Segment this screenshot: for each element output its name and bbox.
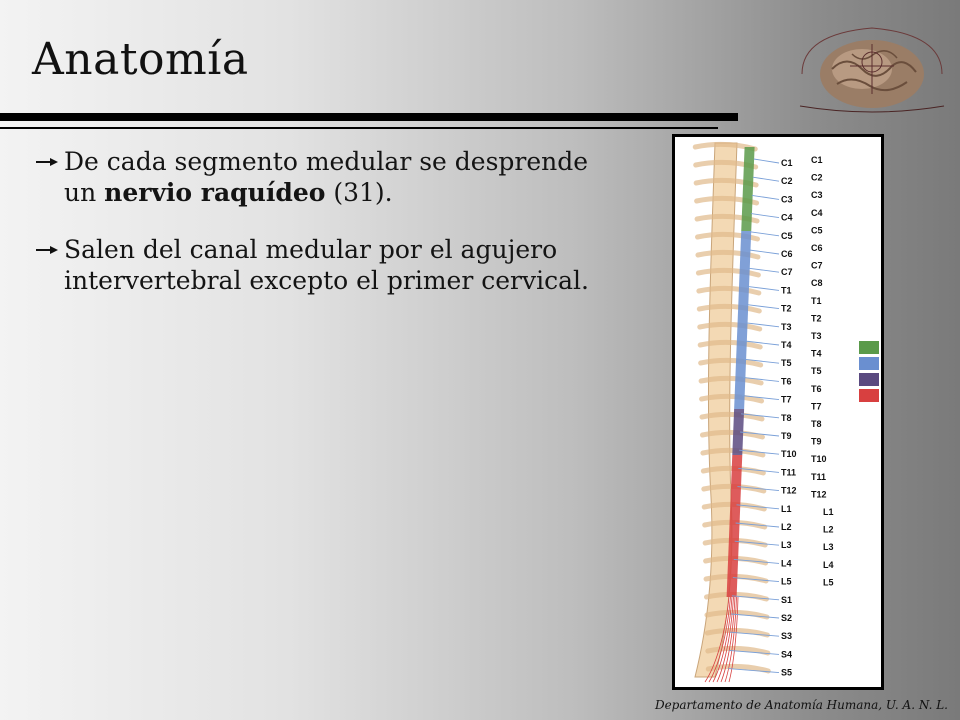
slide-title: Anatomía: [32, 34, 249, 85]
legend-swatch-sacral: [859, 389, 879, 402]
segment-label-left: S4: [781, 649, 793, 660]
legend-swatch-thoracic: [859, 357, 879, 370]
bullet-text-end: (31).: [325, 178, 393, 207]
spinal-nerves-figure: [672, 134, 884, 690]
nerve-root-line: [750, 232, 779, 236]
segment-label-left: L5: [781, 576, 792, 587]
segment-label-right: C6: [811, 243, 823, 253]
segment-label-left: T11: [781, 467, 797, 478]
footer-credit: Departamento de Anatomía Humana, U. A. N. L.: [654, 698, 948, 712]
segment-label-right: L1: [823, 507, 834, 517]
nerve-root-line: [753, 177, 779, 181]
segment-label-left: S2: [781, 613, 793, 623]
segment-label-right: T5: [811, 366, 822, 377]
bullet-bold-term: nervio raquídeo: [104, 178, 326, 207]
segment-label-right: L3: [823, 542, 834, 553]
segment-label-right: T8: [811, 419, 822, 429]
segment-label-right: C8: [811, 278, 823, 289]
segment-label-right: L4: [823, 559, 834, 570]
segment-label-left: T4: [781, 340, 792, 350]
brain-logo-icon: [792, 14, 952, 124]
segment-label-right: T2: [811, 313, 822, 324]
segment-label-right: C1: [811, 155, 823, 165]
segment-label-right: T4: [811, 348, 822, 359]
segment-label-right: T7: [811, 401, 822, 412]
segment-label-left: C1: [781, 158, 793, 168]
segment-label-left: C2: [781, 176, 793, 187]
bullet-text: De cada segmento medular se desprende un: [64, 147, 589, 207]
segment-label-right: T12: [811, 489, 827, 500]
segment-label-right: T6: [811, 383, 822, 394]
bullet-text: Salen del canal medular por el agujero intervertebral excepto el primer cervical.: [64, 235, 589, 295]
segment-label-left: C3: [781, 194, 793, 205]
segment-label-right: T10: [811, 454, 827, 465]
nerve-root-line: [752, 195, 779, 199]
segment-label-left: L1: [781, 503, 792, 514]
segment-label-left: T1: [781, 285, 792, 296]
legend-swatch-lumbar: [859, 373, 879, 386]
nerve-root-line: [754, 159, 779, 163]
segment-label-left: T5: [781, 358, 792, 369]
spinal-cord-diagram: [675, 137, 881, 687]
segment-label-left: C4: [781, 212, 793, 223]
segment-label-left: S1: [781, 594, 793, 605]
segment-label-left: C6: [781, 249, 793, 259]
segment-label-left: C7: [781, 267, 793, 278]
title-divider-thin: [0, 127, 718, 129]
segment-label-left: T10: [781, 449, 797, 460]
segment-label-right: L2: [823, 524, 834, 535]
arrow-bullet-icon: [36, 157, 58, 167]
segment-label-right: L5: [823, 577, 834, 588]
bullet-list: [36, 146, 596, 322]
segment-label-left: L4: [781, 558, 792, 569]
segment-label-left: L2: [781, 522, 792, 532]
color-legend: [859, 341, 879, 405]
segment-label-right: C3: [811, 190, 823, 201]
segment-label-left: T12: [781, 485, 797, 496]
segment-label-right: C2: [811, 172, 823, 183]
bullet-item: [36, 234, 596, 296]
segment-label-right: T9: [811, 436, 822, 447]
segment-label-right: C5: [811, 225, 823, 236]
segment-label-left: T3: [781, 321, 792, 332]
segment-label-left: S5: [781, 667, 793, 678]
legend-swatch-cervical: [859, 341, 879, 354]
segment-label-left: T2: [781, 303, 792, 314]
bullet-item: [36, 146, 596, 208]
segment-label-right: T11: [811, 471, 827, 482]
segment-label-left: L3: [781, 540, 792, 551]
arrow-bullet-icon: [36, 245, 58, 255]
segment-label-left: T6: [781, 376, 792, 387]
segment-label-right: C4: [811, 207, 823, 218]
segment-label-right: T1: [811, 295, 822, 306]
segment-label-left: S3: [781, 631, 793, 642]
segment-label-left: T8: [781, 412, 792, 423]
title-divider-thick: [0, 113, 738, 121]
segment-label-right: C7: [811, 260, 823, 271]
segment-label-right: T3: [811, 331, 822, 341]
segment-label-left: T9: [781, 431, 792, 441]
segment-label-left: C5: [781, 230, 793, 241]
nerve-root-line: [751, 214, 779, 218]
segment-label-left: T7: [781, 394, 792, 405]
